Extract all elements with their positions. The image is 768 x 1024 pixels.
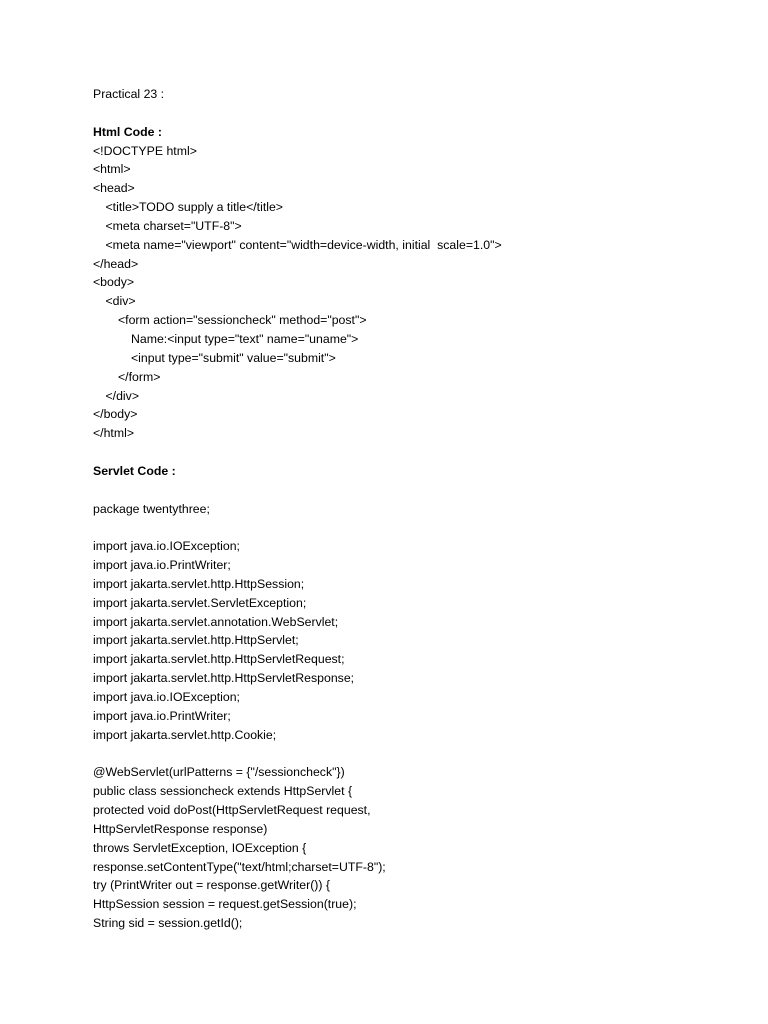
code-line: HttpSession session = request.getSession(true); [93, 897, 357, 912]
document-title: Practical 23 : [93, 87, 165, 101]
code-line: <head> [93, 181, 135, 196]
import-line: import jakarta.servlet.annotation.WebServlet; [93, 614, 339, 629]
code-line: <body> [93, 275, 135, 290]
code-line: @WebServlet(urlPatterns = {"/sessioncheck"}) [93, 765, 345, 780]
code-line: </div> [105, 388, 139, 403]
import-line: import java.io.IOException; [93, 539, 240, 554]
import-line: import java.io.PrintWriter; [93, 708, 231, 723]
import-line: import jakarta.servlet.http.HttpServletResponse; [93, 671, 355, 686]
code-line: <input type="submit" value="submit"> [131, 350, 336, 365]
spacer [93, 745, 753, 764]
document-page [93, 85, 753, 933]
code-line: </body> [93, 407, 138, 422]
code-line: HttpServletResponse response) [93, 821, 268, 836]
code-line: public class sessioncheck extends HttpServlet { [93, 784, 353, 799]
code-line: protected void doPost(HttpServletRequest request, [93, 803, 371, 818]
code-line: <html> [93, 162, 131, 177]
code-line: <div> [105, 294, 136, 309]
import-line: import java.io.PrintWriter; [93, 558, 231, 573]
spacer [93, 481, 753, 500]
import-line: import jakarta.servlet.http.Cookie; [93, 727, 277, 742]
servlet-code-heading: Servlet Code : [93, 463, 176, 478]
code-line: </head> [93, 256, 139, 271]
spacer [93, 518, 753, 537]
package-line: package twentythree; [93, 501, 210, 516]
code-line: throws ServletException, IOException { [93, 840, 307, 855]
import-line: import java.io.IOException; [93, 690, 240, 704]
code-line: response.setContentType("text/html;charset=UTF-8"); [93, 859, 386, 874]
code-line: <!DOCTYPE html> [93, 143, 197, 158]
code-line: <form action="sessioncheck" method="post"> [118, 313, 367, 328]
code-line: </html> [93, 426, 135, 441]
code-line: <title>TODO supply a title</title> [105, 200, 283, 215]
code-line: try (PrintWriter out = response.getWriter()) { [93, 878, 331, 893]
code-line: Name:<input type="text" name="uname"> [131, 331, 359, 346]
import-line: import jakarta.servlet.ServletException; [93, 595, 307, 610]
code-line: String sid = session.getId(); [93, 916, 243, 931]
code-line: <meta charset="UTF-8"> [105, 218, 242, 233]
import-line: import jakarta.servlet.http.HttpServletRequest; [93, 652, 345, 667]
spacer [93, 443, 753, 462]
import-line: import jakarta.servlet.http.HttpServlet; [93, 633, 299, 648]
import-line: import jakarta.servlet.http.HttpSession; [93, 576, 305, 591]
html-code-heading: Html Code : [93, 124, 162, 139]
code-line: <meta name="viewport" content="width=device-width, initial scale=1.0"> [105, 237, 502, 252]
code-line: </form> [118, 369, 161, 384]
spacer [93, 104, 753, 123]
